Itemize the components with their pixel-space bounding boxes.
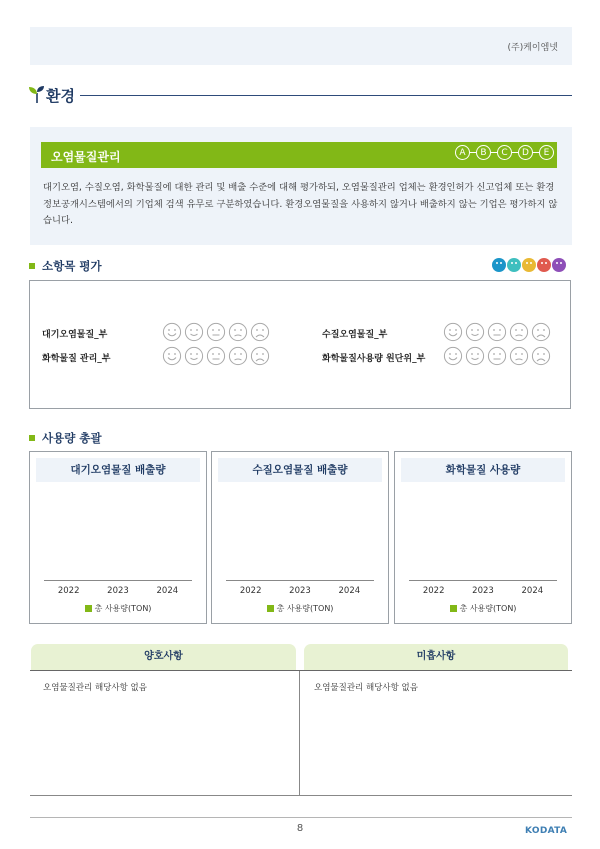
grade-badge: B xyxy=(476,145,491,160)
grade-badge: A xyxy=(455,145,470,160)
rating-face-icon xyxy=(509,346,529,366)
company-name: (주)케이엠넷 xyxy=(507,43,558,53)
year-tick: 2023 xyxy=(472,586,494,596)
usage-card xyxy=(394,451,572,624)
year-tick: 2024 xyxy=(521,586,544,596)
footer-divider xyxy=(30,817,572,818)
usage-card xyxy=(211,451,389,624)
year-tick: 2022 xyxy=(422,586,445,596)
usage-card xyxy=(29,451,207,624)
rating-face-icon xyxy=(509,322,529,342)
page-number: 8 xyxy=(296,823,304,834)
legend-label: 총 사용량(TON) xyxy=(459,604,517,613)
x-axis-line xyxy=(226,580,374,581)
rating-face-icon xyxy=(507,258,521,272)
chart-legend xyxy=(395,603,571,614)
rating-face-icon xyxy=(184,346,204,366)
rating-faces xyxy=(443,322,551,342)
x-axis-line xyxy=(409,580,557,581)
rating-face-icon xyxy=(184,322,204,342)
eval-item-label: 화학물질 관리_부 xyxy=(42,354,111,364)
legend-label: 총 사용량(TON) xyxy=(94,604,152,613)
rating-faces xyxy=(443,346,551,366)
grade-scale xyxy=(455,145,554,160)
section-divider xyxy=(80,95,572,96)
rating-face-icon xyxy=(250,346,270,366)
chart-legend xyxy=(30,603,206,614)
table-divider xyxy=(299,671,300,795)
good-points-header: 양호사항 xyxy=(31,644,296,670)
lacking-points-text: 오염물질관리 해당사항 없음 xyxy=(314,683,418,693)
rating-face-icon xyxy=(531,346,551,366)
card-title: 화학물질 사용량 xyxy=(401,458,565,482)
rating-faces xyxy=(162,322,270,342)
year-tick: 2023 xyxy=(289,586,311,596)
rating-faces xyxy=(162,346,270,366)
year-tick: 2022 xyxy=(239,586,262,596)
evaluation-title: 소항목 평가 xyxy=(42,259,102,273)
rating-face-icon xyxy=(206,346,226,366)
rating-face-icon xyxy=(228,346,248,366)
rating-face-icon xyxy=(465,346,485,366)
lacking-points-header: 미흡사항 xyxy=(304,644,568,670)
year-tick: 2024 xyxy=(338,586,361,596)
rating-face-icon xyxy=(443,346,463,366)
rating-face-icon xyxy=(537,258,551,272)
kodata-logo: KODATA xyxy=(525,826,568,836)
year-tick: 2022 xyxy=(57,586,80,596)
eval-item-label: 화학물질사용량 원단위_부 xyxy=(322,354,426,364)
section-title: 환경 xyxy=(46,87,75,105)
table-top-border xyxy=(30,670,572,671)
sprout-icon xyxy=(28,84,46,104)
eval-item-label: 대기오염물질_부 xyxy=(42,330,108,340)
table-bottom-border xyxy=(30,795,572,796)
card-title: 대기오염물질 배출량 xyxy=(36,458,200,482)
rating-face-icon xyxy=(465,322,485,342)
rating-face-icon xyxy=(522,258,536,272)
rating-face-icon xyxy=(206,322,226,342)
x-axis-line xyxy=(44,580,192,581)
rating-face-icon xyxy=(162,322,182,342)
rating-face-icon xyxy=(531,322,551,342)
rating-legend xyxy=(492,258,566,272)
chart-legend xyxy=(212,603,388,614)
rating-face-icon xyxy=(443,322,463,342)
year-tick: 2024 xyxy=(156,586,179,596)
rating-face-icon xyxy=(250,322,270,342)
panel-title: 오염물질관리 xyxy=(51,150,121,164)
grade-badge: D xyxy=(518,145,533,160)
panel-title-bar xyxy=(41,142,557,168)
grade-badge: E xyxy=(539,145,554,160)
year-tick: 2023 xyxy=(107,586,129,596)
card-title: 수질오염물질 배출량 xyxy=(218,458,382,482)
bullet-square xyxy=(29,263,35,269)
rating-face-icon xyxy=(162,346,182,366)
bullet-square xyxy=(29,435,35,441)
rating-face-icon xyxy=(492,258,506,272)
good-points-text: 오염물질관리 해당사항 없음 xyxy=(43,683,147,693)
grade-badge: C xyxy=(497,145,512,160)
evaluation-box xyxy=(29,280,571,409)
rating-face-icon xyxy=(228,322,248,342)
rating-face-icon xyxy=(552,258,566,272)
rating-face-icon xyxy=(487,322,507,342)
usage-title: 사용량 총괄 xyxy=(42,431,102,445)
panel-description: 대기오염, 수질오염, 화학물질에 대한 관리 및 배출 수준에 대해 평가하되, 오염물질관리 업체는 환경인허가 신고업체 또는 환경정보공개시스템에서의 기업체 검색 유무로 구분하였습니다. 환경오염물질을 사용하지 않거나 배출하지 않는 기업은 평가하지 않습니다. xyxy=(43,182,558,226)
rating-face-icon xyxy=(487,346,507,366)
legend-label: 총 사용량(TON) xyxy=(276,604,334,613)
header-bar xyxy=(30,27,572,65)
eval-item-label: 수질오염물질_부 xyxy=(322,330,388,340)
